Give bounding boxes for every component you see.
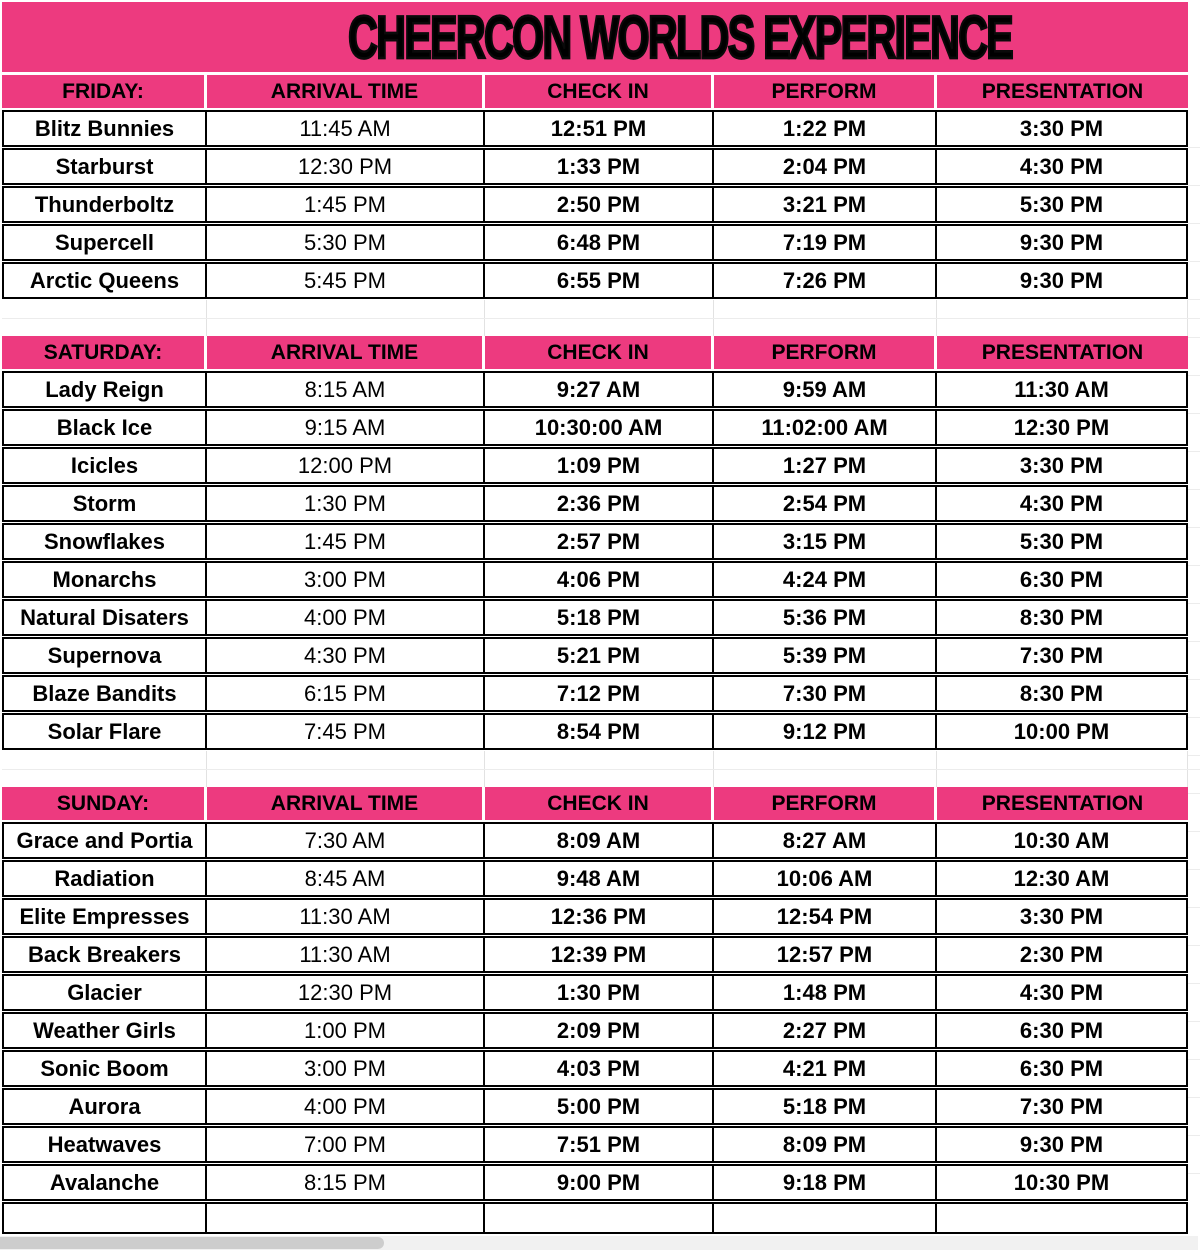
perform-cell[interactable]: 5:39 PM — [714, 637, 937, 674]
table-row — [2, 637, 1188, 674]
arrival-time-cell[interactable]: 8:15 PM — [207, 1164, 485, 1201]
arrival-time-cell[interactable]: 7:00 PM — [207, 1126, 485, 1163]
table-row — [2, 262, 1188, 299]
arrival-time-cell[interactable]: 1:30 PM — [207, 485, 485, 522]
table-row — [2, 561, 1188, 598]
arrival-time-cell[interactable]: 11:30 AM — [207, 898, 485, 935]
perform-cell[interactable]: 12:54 PM — [714, 898, 937, 935]
team-name-cell[interactable]: Back Breakers — [2, 936, 207, 973]
check-in-cell[interactable]: 6:48 PM — [485, 224, 714, 261]
arrival-time-cell[interactable]: 4:30 PM — [207, 637, 485, 674]
team-name-cell[interactable]: Supernova — [2, 637, 207, 674]
perform-cell[interactable]: 1:48 PM — [714, 974, 937, 1011]
presentation-cell[interactable]: 6:30 PM — [937, 1050, 1188, 1087]
presentation-cell[interactable]: 12:30 PM — [937, 409, 1188, 446]
arrival-time-cell[interactable]: 11:45 AM — [207, 110, 485, 147]
presentation-cell[interactable]: 9:30 PM — [937, 224, 1188, 261]
check-in-cell[interactable]: 7:51 PM — [485, 1126, 714, 1163]
perform-cell[interactable]: 2:27 PM — [714, 1012, 937, 1049]
perform-cell[interactable]: 8:09 PM — [714, 1126, 937, 1163]
page-title: CHEERCON WORLDS EXPERIENCE — [348, 2, 1012, 72]
blank-cell — [937, 751, 1188, 787]
arrival-time-cell[interactable]: 1:00 PM — [207, 1012, 485, 1049]
perform-cell[interactable]: 4:21 PM — [714, 1050, 937, 1087]
column-header-cell[interactable]: ARRIVAL TIME — [207, 75, 485, 108]
column-header-cell[interactable]: CHECK IN — [485, 787, 714, 820]
table-row — [2, 186, 1188, 223]
blank-spreadsheet-rows — [2, 300, 1188, 336]
presentation-cell[interactable]: 5:30 PM — [937, 186, 1188, 223]
arrival-time-cell[interactable]: 5:30 PM — [207, 224, 485, 261]
arrival-time-cell[interactable]: 7:30 AM — [207, 822, 485, 859]
arrival-time-cell[interactable]: 8:15 AM — [207, 371, 485, 408]
blank-cell — [714, 300, 937, 336]
check-in-cell[interactable]: 2:36 PM — [485, 485, 714, 522]
arrival-time-cell[interactable]: 9:15 AM — [207, 409, 485, 446]
perform-cell[interactable]: 12:57 PM — [714, 936, 937, 973]
team-name-cell[interactable]: Black Ice — [2, 409, 207, 446]
team-name-cell[interactable]: Thunderboltz — [2, 186, 207, 223]
presentation-cell[interactable]: 6:30 PM — [937, 561, 1188, 598]
team-name-cell[interactable]: Blitz Bunnies — [2, 110, 207, 147]
check-in-cell[interactable]: 8:54 PM — [485, 713, 714, 750]
day-header-cell[interactable]: SUNDAY: — [2, 787, 207, 820]
presentation-cell[interactable]: 9:30 PM — [937, 1126, 1188, 1163]
presentation-cell[interactable]: 4:30 PM — [937, 974, 1188, 1011]
perform-cell[interactable]: 3:21 PM — [714, 186, 937, 223]
presentation-cell[interactable]: 10:00 PM — [937, 713, 1188, 750]
check-in-cell[interactable]: 4:03 PM — [485, 1050, 714, 1087]
team-name-cell[interactable]: Sonic Boom — [2, 1050, 207, 1087]
perform-cell[interactable]: 2:04 PM — [714, 148, 937, 185]
schedule-sections — [2, 75, 1188, 1201]
perform-cell[interactable]: 10:06 AM — [714, 860, 937, 897]
column-header-cell[interactable]: ARRIVAL TIME — [207, 336, 485, 369]
presentation-cell[interactable]: 10:30 AM — [937, 822, 1188, 859]
team-name-cell[interactable]: Elite Empresses — [2, 898, 207, 935]
team-name-cell[interactable]: Lady Reign — [2, 371, 207, 408]
arrival-time-cell[interactable]: 12:30 PM — [207, 148, 485, 185]
perform-cell[interactable]: 7:26 PM — [714, 262, 937, 299]
section-header-row — [2, 787, 1188, 820]
presentation-cell[interactable]: 11:30 AM — [937, 371, 1188, 408]
arrival-time-cell[interactable]: 11:30 AM — [207, 936, 485, 973]
column-header-cell[interactable]: ARRIVAL TIME — [207, 787, 485, 820]
empty-row — [2, 1202, 1188, 1234]
right-gridline-gutter — [1188, 110, 1200, 1202]
empty-cell — [207, 1202, 485, 1234]
team-name-cell[interactable]: Solar Flare — [2, 713, 207, 750]
team-name-cell[interactable]: Weather Girls — [2, 1012, 207, 1049]
team-name-cell[interactable]: Natural Disaters — [2, 599, 207, 636]
arrival-time-cell[interactable]: 3:00 PM — [207, 1050, 485, 1087]
perform-cell[interactable]: 9:18 PM — [714, 1164, 937, 1201]
table-row — [2, 1126, 1188, 1163]
table-row — [2, 936, 1188, 973]
title-banner[interactable] — [2, 2, 1188, 72]
table-row — [2, 898, 1188, 935]
perform-cell[interactable]: 2:54 PM — [714, 485, 937, 522]
arrival-time-cell[interactable]: 6:15 PM — [207, 675, 485, 712]
blank-cell — [2, 751, 207, 787]
presentation-cell[interactable]: 3:30 PM — [937, 110, 1188, 147]
team-name-cell[interactable]: Icicles — [2, 447, 207, 484]
team-name-cell[interactable]: Monarchs — [2, 561, 207, 598]
table-row — [2, 822, 1188, 859]
presentation-cell[interactable]: 4:30 PM — [937, 485, 1188, 522]
perform-cell[interactable]: 5:18 PM — [714, 1088, 937, 1125]
perform-cell[interactable]: 7:19 PM — [714, 224, 937, 261]
check-in-cell[interactable]: 8:09 AM — [485, 822, 714, 859]
column-header-cell[interactable]: CHECK IN — [485, 75, 714, 108]
perform-cell[interactable]: 7:30 PM — [714, 675, 937, 712]
section-header-row — [2, 336, 1188, 369]
column-header-cell[interactable]: PRESENTATION — [937, 787, 1188, 820]
day-header-cell[interactable]: FRIDAY: — [2, 75, 207, 108]
arrival-time-cell[interactable]: 1:45 PM — [207, 186, 485, 223]
presentation-cell[interactable]: 7:30 PM — [937, 1088, 1188, 1125]
team-name-cell[interactable]: Storm — [2, 485, 207, 522]
table-row — [2, 485, 1188, 522]
presentation-cell[interactable]: 12:30 AM — [937, 860, 1188, 897]
arrival-time-cell[interactable]: 8:45 AM — [207, 860, 485, 897]
table-row — [2, 860, 1188, 897]
team-name-cell[interactable]: Heatwaves — [2, 1126, 207, 1163]
team-name-cell[interactable]: Arctic Queens — [2, 262, 207, 299]
table-row — [2, 1164, 1188, 1201]
perform-cell[interactable]: 9:12 PM — [714, 713, 937, 750]
blank-cell — [485, 300, 714, 336]
team-name-cell[interactable]: Blaze Bandits — [2, 675, 207, 712]
perform-cell[interactable]: 8:27 AM — [714, 822, 937, 859]
table-row — [2, 599, 1188, 636]
check-in-cell[interactable]: 12:51 PM — [485, 110, 714, 147]
check-in-cell[interactable]: 1:33 PM — [485, 148, 714, 185]
table-row — [2, 713, 1188, 750]
blank-cell — [485, 751, 714, 787]
blank-cell — [937, 300, 1188, 336]
blank-cell — [207, 300, 485, 336]
check-in-cell[interactable]: 2:57 PM — [485, 523, 714, 560]
perform-cell[interactable]: 9:59 AM — [714, 371, 937, 408]
presentation-cell[interactable]: 4:30 PM — [937, 148, 1188, 185]
perform-cell[interactable]: 1:22 PM — [714, 110, 937, 147]
team-name-cell[interactable]: Starburst — [2, 148, 207, 185]
day-header-cell[interactable]: SATURDAY: — [2, 336, 207, 369]
table-row — [2, 224, 1188, 261]
table-row — [2, 371, 1188, 408]
perform-cell[interactable]: 11:02:00 AM — [714, 409, 937, 446]
check-in-cell[interactable]: 4:06 PM — [485, 561, 714, 598]
column-header-cell[interactable]: CHECK IN — [485, 336, 714, 369]
table-row — [2, 1012, 1188, 1049]
blank-cell — [207, 751, 485, 787]
perform-cell[interactable]: 4:24 PM — [714, 561, 937, 598]
column-header-cell[interactable]: PERFORM — [714, 787, 937, 820]
check-in-cell[interactable]: 2:09 PM — [485, 1012, 714, 1049]
arrival-time-cell[interactable]: 1:45 PM — [207, 523, 485, 560]
team-name-cell[interactable]: Radiation — [2, 860, 207, 897]
table-row — [2, 974, 1188, 1011]
table-row — [2, 409, 1188, 446]
perform-cell[interactable]: 3:15 PM — [714, 523, 937, 560]
check-in-cell[interactable]: 6:55 PM — [485, 262, 714, 299]
check-in-cell[interactable]: 1:30 PM — [485, 974, 714, 1011]
horizontal-scrollbar-thumb[interactable] — [0, 1237, 384, 1249]
team-name-cell[interactable]: Glacier — [2, 974, 207, 1011]
arrival-time-cell[interactable]: 4:00 PM — [207, 599, 485, 636]
presentation-cell[interactable]: 8:30 PM — [937, 675, 1188, 712]
column-header-cell[interactable]: PERFORM — [714, 336, 937, 369]
check-in-cell[interactable]: 1:09 PM — [485, 447, 714, 484]
presentation-cell[interactable]: 9:30 PM — [937, 262, 1188, 299]
perform-cell[interactable]: 1:27 PM — [714, 447, 937, 484]
horizontal-scrollbar-track[interactable] — [0, 1236, 1198, 1250]
table-row — [2, 1050, 1188, 1087]
table-row — [2, 523, 1188, 560]
empty-cell — [485, 1202, 714, 1234]
arrival-time-cell[interactable]: 4:00 PM — [207, 1088, 485, 1125]
team-name-cell[interactable]: Avalanche — [2, 1164, 207, 1201]
check-in-cell[interactable]: 10:30:00 AM — [485, 409, 714, 446]
section-header-row — [2, 75, 1188, 108]
perform-cell[interactable]: 5:36 PM — [714, 599, 937, 636]
check-in-cell[interactable]: 12:39 PM — [485, 936, 714, 973]
check-in-cell[interactable]: 5:18 PM — [485, 599, 714, 636]
table-row — [2, 110, 1188, 147]
blank-spreadsheet-rows — [2, 751, 1188, 787]
check-in-cell[interactable]: 9:00 PM — [485, 1164, 714, 1201]
presentation-cell[interactable]: 5:30 PM — [937, 523, 1188, 560]
empty-cell — [2, 1202, 207, 1234]
table-row — [2, 675, 1188, 712]
presentation-cell[interactable]: 8:30 PM — [937, 599, 1188, 636]
column-header-cell[interactable]: PERFORM — [714, 75, 937, 108]
check-in-cell[interactable]: 9:27 AM — [485, 371, 714, 408]
table-row — [2, 447, 1188, 484]
column-header-cell[interactable]: PRESENTATION — [937, 75, 1188, 108]
empty-cell — [714, 1202, 937, 1234]
check-in-cell[interactable]: 5:21 PM — [485, 637, 714, 674]
table-row — [2, 148, 1188, 185]
check-in-cell[interactable]: 5:00 PM — [485, 1088, 714, 1125]
arrival-time-cell[interactable]: 5:45 PM — [207, 262, 485, 299]
check-in-cell[interactable]: 9:48 AM — [485, 860, 714, 897]
presentation-cell[interactable]: 6:30 PM — [937, 1012, 1188, 1049]
arrival-time-cell[interactable]: 12:00 PM — [207, 447, 485, 484]
team-name-cell[interactable]: Snowflakes — [2, 523, 207, 560]
team-name-cell[interactable]: Grace and Portia — [2, 822, 207, 859]
presentation-cell[interactable]: 3:30 PM — [937, 447, 1188, 484]
table-row — [2, 1088, 1188, 1125]
check-in-cell[interactable]: 12:36 PM — [485, 898, 714, 935]
presentation-cell[interactable]: 3:30 PM — [937, 898, 1188, 935]
arrival-time-cell[interactable]: 7:45 PM — [207, 713, 485, 750]
arrival-time-cell[interactable]: 3:00 PM — [207, 561, 485, 598]
team-name-cell[interactable]: Aurora — [2, 1088, 207, 1125]
check-in-cell[interactable]: 7:12 PM — [485, 675, 714, 712]
arrival-time-cell[interactable]: 12:30 PM — [207, 974, 485, 1011]
presentation-cell[interactable]: 7:30 PM — [937, 637, 1188, 674]
empty-cell — [937, 1202, 1188, 1234]
blank-cell — [2, 300, 207, 336]
presentation-cell[interactable]: 2:30 PM — [937, 936, 1188, 973]
blank-cell — [714, 751, 937, 787]
team-name-cell[interactable]: Supercell — [2, 224, 207, 261]
column-header-cell[interactable]: PRESENTATION — [937, 336, 1188, 369]
check-in-cell[interactable]: 2:50 PM — [485, 186, 714, 223]
presentation-cell[interactable]: 10:30 PM — [937, 1164, 1188, 1201]
